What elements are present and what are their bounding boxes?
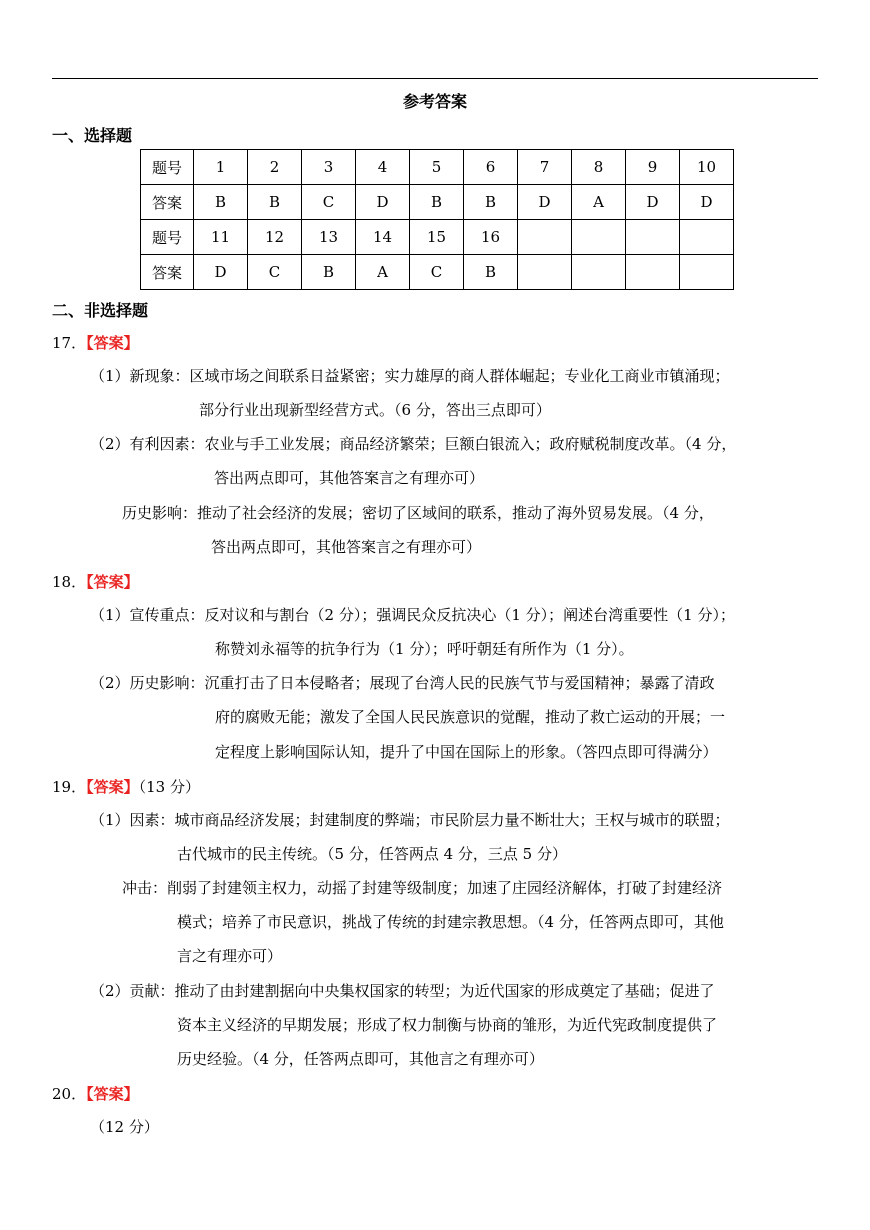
table-cell: C bbox=[248, 255, 302, 290]
table-cell bbox=[680, 255, 734, 290]
table-cell: 12 bbox=[248, 220, 302, 255]
table-cell: A bbox=[572, 185, 626, 220]
table-cell bbox=[680, 220, 734, 255]
table-cell: 9 bbox=[626, 150, 680, 185]
q17-answer-tag: 【答案】 bbox=[86, 334, 139, 352]
table-cell: 10 bbox=[680, 150, 734, 185]
table-row bbox=[141, 255, 734, 290]
q18-line-2: 称赞刘永福等的抗争行为（1 分）；呼吁朝廷有所作为（1 分）。 bbox=[215, 640, 634, 658]
q19-line-8: 历史经验。（4 分，任答两点即可，其他言之有理亦可） bbox=[177, 1050, 544, 1068]
table-cell: B bbox=[194, 185, 248, 220]
table-cell: 13 bbox=[302, 220, 356, 255]
q18-header bbox=[52, 571, 139, 592]
table-cell: C bbox=[410, 255, 464, 290]
table-row bbox=[141, 150, 734, 185]
q18-number: 18． bbox=[52, 573, 87, 591]
section1-heading: 一、选择题 bbox=[52, 126, 133, 145]
row-label: 答案 bbox=[141, 255, 194, 290]
table-cell: 2 bbox=[248, 150, 302, 185]
table-cell: D bbox=[194, 255, 248, 290]
top-rule bbox=[52, 78, 818, 79]
table-cell: 15 bbox=[410, 220, 464, 255]
table-cell: B bbox=[464, 255, 518, 290]
table-cell bbox=[518, 220, 572, 255]
table-cell: B bbox=[410, 185, 464, 220]
q19-line-7: 资本主义经济的早期发展；形成了权力制衡与协商的雏形，为近代宪政制度提供了 bbox=[177, 1016, 718, 1034]
q19-line-2: 古代城市的民主传统。（5 分，任答两点 4 分，三点 5 分） bbox=[177, 845, 567, 863]
q20-header bbox=[52, 1083, 139, 1104]
q18-line-3: （2）历史影响：沉重打击了日本侵略者；展现了台湾人民的民族气节与爱国精神；暴露了清政 bbox=[90, 674, 715, 692]
q17-line-2: 部分行业出现新型经营方式。（6 分，答出三点即可） bbox=[199, 401, 551, 419]
q19-line-3: 冲击：削弱了封建领主权力，动摇了封建等级制度；加速了庄园经济解体，打破了封建经济 bbox=[122, 879, 723, 897]
page-title: 参考答案 bbox=[402, 92, 467, 111]
table-cell bbox=[572, 220, 626, 255]
q19-line-6: （2）贡献：推动了由封建割据向中央集权国家的转型；为近代国家的形成奠定了基础；促进了 bbox=[90, 982, 715, 1000]
table-cell: B bbox=[464, 185, 518, 220]
table-cell: 8 bbox=[572, 150, 626, 185]
q19-header bbox=[52, 776, 200, 797]
q17-number: 17． bbox=[52, 334, 87, 352]
table-cell: C bbox=[302, 185, 356, 220]
table-cell: D bbox=[626, 185, 680, 220]
table-cell: D bbox=[356, 185, 410, 220]
row-label: 答案 bbox=[141, 185, 194, 220]
table-row bbox=[141, 220, 734, 255]
table-cell: 4 bbox=[356, 150, 410, 185]
q17-line-6: 答出两点即可，其他答案言之有理亦可） bbox=[211, 538, 482, 556]
table-cell: D bbox=[518, 185, 572, 220]
q17-line-3: （2）有利因素：农业与手工业发展；商品经济繁荣；巨额白银流入；政府赋税制度改革。（4 分， bbox=[90, 435, 737, 453]
table-cell: 16 bbox=[464, 220, 518, 255]
table-cell: B bbox=[248, 185, 302, 220]
table-cell bbox=[518, 255, 572, 290]
q19-score: （13 分） bbox=[138, 778, 200, 796]
q17-header bbox=[52, 332, 139, 353]
q18-line-4: 府的腐败无能；激发了全国人民民族意识的觉醒，推动了救亡运动的开展；一 bbox=[215, 708, 726, 726]
q19-answer-tag: 【答案】 bbox=[86, 778, 139, 796]
q19-line-1: （1）因素：城市商品经济发展；封建制度的弊端；市民阶层力量不断壮大；王权与城市的联盟； bbox=[90, 811, 730, 829]
table-cell: 6 bbox=[464, 150, 518, 185]
table-cell: 3 bbox=[302, 150, 356, 185]
q18-line-5: 定程度上影响国际认知，提升了中国在国际上的形象。（答四点即可得满分） bbox=[215, 743, 718, 761]
q18-answer-tag: 【答案】 bbox=[86, 573, 139, 591]
table-row bbox=[141, 185, 734, 220]
q18-line-1: （1）宣传重点：反对议和与割台（2 分）；强调民众反抗决心（1 分）；阐述台湾重要性（1 分）； bbox=[90, 606, 735, 624]
row-label: 题号 bbox=[141, 150, 194, 185]
table-cell bbox=[572, 255, 626, 290]
q19-line-5: 言之有理亦可） bbox=[177, 947, 283, 965]
q17-line-1: （1）新现象：区域市场之间联系日益紧密；实力雄厚的商人群体崛起；专业化工商业市镇涌现； bbox=[90, 367, 730, 385]
q17-line-5: 历史影响：推动了社会经济的发展；密切了区域间的联系，推动了海外贸易发展。（4 分， bbox=[122, 504, 714, 522]
q20-answer-tag: 【答案】 bbox=[86, 1085, 139, 1103]
section2-heading: 二、非选择题 bbox=[52, 301, 149, 320]
table-cell: A bbox=[356, 255, 410, 290]
q19-line-4: 模式；培养了市民意识，挑战了传统的封建宗教思想。（4 分，任答两点即可，其他 bbox=[177, 913, 724, 931]
table-cell: D bbox=[680, 185, 734, 220]
table-cell: 7 bbox=[518, 150, 572, 185]
table-cell: 11 bbox=[194, 220, 248, 255]
q19-number: 19． bbox=[52, 778, 87, 796]
table-cell bbox=[626, 220, 680, 255]
row-label: 题号 bbox=[141, 220, 194, 255]
table-cell: 1 bbox=[194, 150, 248, 185]
table-cell: 14 bbox=[356, 220, 410, 255]
answer-table bbox=[140, 149, 734, 290]
table-cell bbox=[626, 255, 680, 290]
q20-score: （12 分） bbox=[90, 1118, 159, 1136]
table-cell: B bbox=[302, 255, 356, 290]
q20-number: 20． bbox=[52, 1085, 87, 1103]
table-cell: 5 bbox=[410, 150, 464, 185]
q17-line-4: 答出两点即可，其他答案言之有理亦可） bbox=[214, 469, 485, 487]
